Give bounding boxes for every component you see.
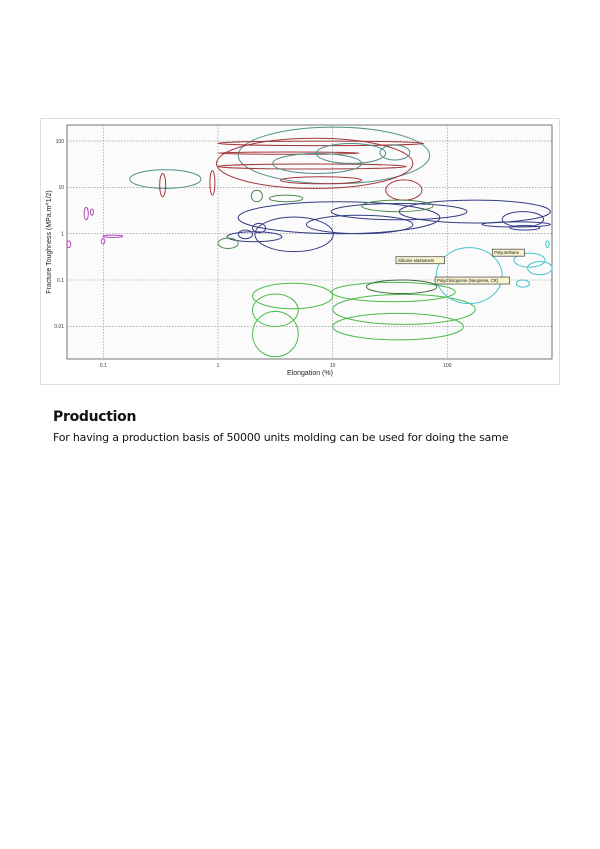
y-tick-label: 0.01 — [54, 324, 64, 331]
body-paragraph: For having a production basis of 50000 units molding can be used for doing the same — [53, 431, 509, 444]
x-tick-label: 0.1 — [99, 363, 107, 369]
y-tick-label: 10 — [58, 185, 64, 192]
annotation-label — [492, 249, 524, 256]
x-tick-label: 1 — [216, 363, 220, 369]
y-tick-label: 1 — [61, 231, 64, 238]
plot-area — [67, 125, 552, 359]
fracture-toughness-vs-elongation-chart — [40, 118, 560, 386]
x-axis-label: Elongation (%) — [287, 370, 333, 377]
y-tick-label: 100 — [55, 138, 64, 145]
annotation-label — [396, 257, 445, 264]
x-tick-label: 10 — [329, 363, 336, 369]
section-heading: Production — [53, 409, 137, 425]
annotation-label — [435, 277, 510, 284]
annotation-text: Polychloroprene (Neoprene, CR) — [437, 278, 499, 284]
y-tick-label: 0.1 — [57, 277, 64, 284]
y-axis-label: Fracture Toughness (MPa.m^1/2) — [46, 190, 53, 294]
annotation-text: Silicone elastomers — [397, 257, 435, 263]
annotation-text: Polyurethane — [494, 250, 519, 256]
x-tick-label: 100 — [443, 363, 452, 369]
